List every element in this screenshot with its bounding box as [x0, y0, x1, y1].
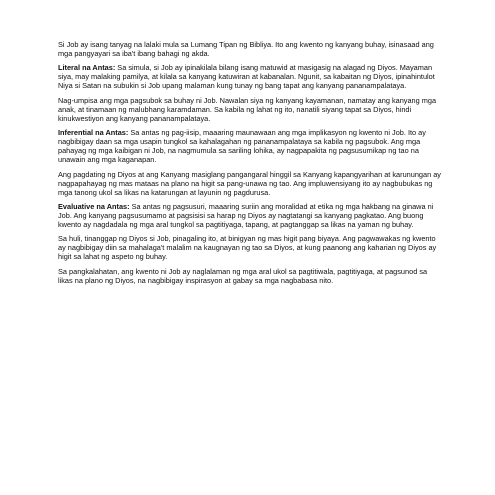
paragraph-text: Si Job ay isang tanyag na lalaki mula sa Lumang Tipan ng Bibliya. Ito ang kwento ng kanyang buhay, isinasaad ang mga pangyayari sa iba't ibang bahagi ng akda.: [58, 40, 434, 59]
paragraph-text: Sa antas ng pagsusuri, maaaring suriin ang moralidad at etika ng mga hakbang na ginawa ni Job. Ang kanyang pagsusumamo at pagsisisi sa harap ng Diyos ay nagtatangi sa kanyang pagkatao. Ang buong kwento ay nagdadala ng mga aral tungkol sa pagtitiyaga, tapang, at pagtanggap sa likas na yaman ng buhay.: [58, 201, 434, 230]
paragraph-inferential: [58, 128, 442, 164]
paragraph-god-arrival: [58, 170, 442, 197]
paragraph-evaluative: [58, 202, 442, 229]
section-label-inferential: Inferential na Antas:: [58, 128, 129, 138]
paragraph-text: Nag-umpisa ang mga pagsubok sa buhay ni Job. Nawalan siya ng kanyang kayamanan, namatay ang kanyang mga anak, at tinamaan ng malubhang karamdaman. Sa kabila ng lahat ng ito, nanatili siyang tapat sa Diyos, hindi kinukwestiyon ang kanyang pananampalataya.: [58, 95, 437, 123]
paragraph-ending: [58, 234, 442, 261]
paragraph-summary: [58, 267, 442, 285]
paragraph-text: Sa simula, si Job ay ipinakilala bilang isang matuwid at masigasig na alagad ng Diyos. Mayaman siya, may malaking pamilya, at kilala sa kanyang katuwiran at kabanalan. Ngunit, sa kabaitan ng Diyos, ipinahintulot Niya si Satan na subukin si Job upang malaman kung tunay ng bang tapat ang kanyang pananampalataya.: [58, 63, 435, 91]
document-body: [58, 40, 442, 290]
paragraph-text: Sa pangkalahatan, ang kwento ni Job ay naglalaman ng mga aral ukol sa pagtitiwala, pagtitiyaga, at pagsunod sa likas na plano ng Diyos, na nagbibigay inspirasyon at gabay sa mga nagbabasa nito.: [58, 266, 428, 285]
paragraph-text: Sa antas ng pag-iisip, maaaring maunawaan ang mga implikasyon ng kwento ni Job. Ito ay nagbibigay daan sa mga usapin tungkol sa kahalagahan ng pananampalataya sa kabila ng pagsubok. Ang mga pahayag ng mga kaibigan ni Job, na nagmumula sa sariling lohika, ay nagpapakita ng pagsusumikap ng tao na unawain ang mga kaganapan.: [58, 128, 426, 165]
paragraph-text: Ang pagdating ng Diyos at ang Kanyang masiglang pangangaral hinggil sa Kanyang kapangyarihan at karunungan ay nagpapahayag ng mas mataas na plano na higit sa pang-unawa ng tao. Ang impluwensiyang ito ay nagbubukas ng mga tanong ukol sa likas na katarungan at layunin ng pagdurusa.: [58, 169, 441, 197]
paragraph-intro: [58, 40, 442, 58]
paragraph-text: Sa huli, tinanggap ng Diyos si Job, pinagaling ito, at binigyan ng mas higit pang biyaya. Ang pagwawakas ng kwento ay nagbibigay diin sa mahalaga't malalim na kaugnayan ng tao sa Diyos, at kung paanong ang kaharian ng Diyos ay higit sa lahat ng aspeto ng buhay.: [58, 234, 437, 262]
paragraph-literal: [58, 63, 442, 90]
section-label-evaluative: Evaluative na Antas:: [58, 201, 130, 211]
section-label-literal: Literal na Antas:: [58, 63, 116, 73]
paragraph-trials: [58, 96, 442, 123]
